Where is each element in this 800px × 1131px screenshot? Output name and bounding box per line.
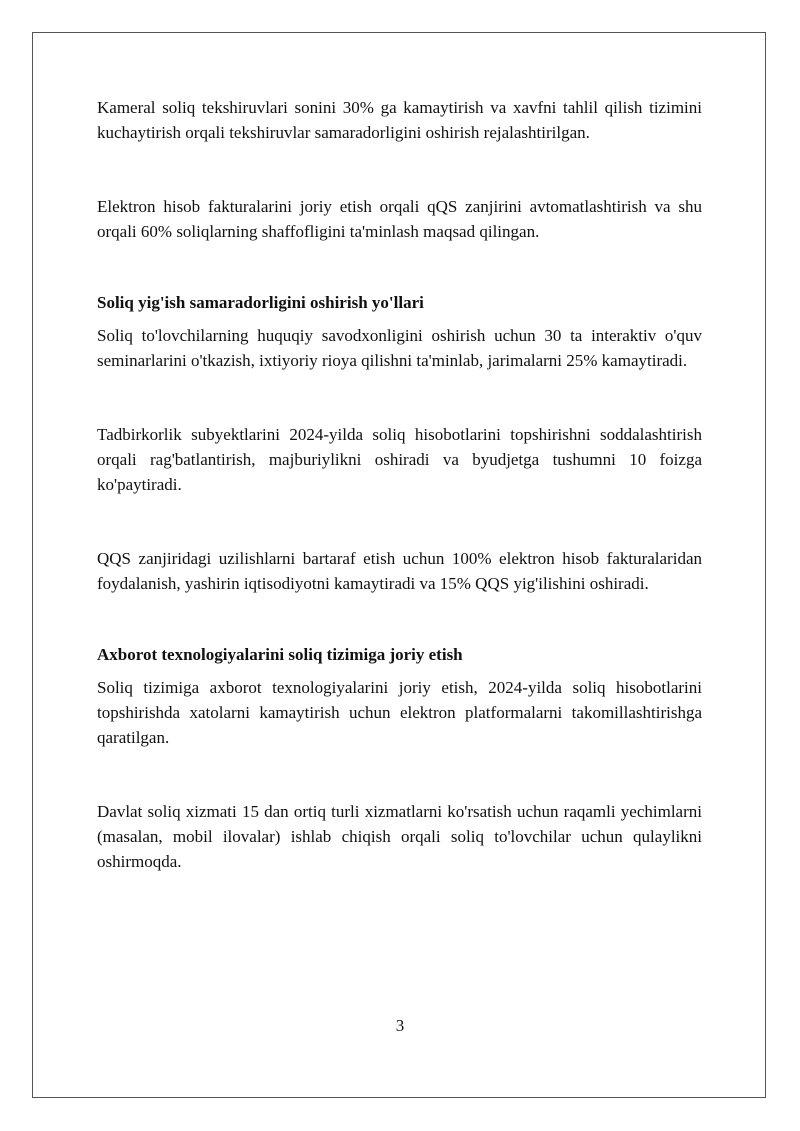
document-body [97, 95, 702, 874]
heading-tax-collection: Soliq yig'ish samaradorligini oshirish yo'llari [97, 293, 424, 312]
paragraph-it-platforms: Soliq tizimiga axborot texnologiyalarini joriy etish, 2024-yilda soliq hisobotlarini topshirishda xatolarni kamaytirish uchun elektron platformalarni takomillashtirishga qaratilgan. [97, 678, 702, 747]
paragraph-business-reporting: Tadbirkorlik subyektlarini 2024-yilda soliq hisobotlarini topshirishni soddalashtirish orqali rag'batlantirish, majburiylikni oshiradi va byudjetga tushumni 10 foizga ko'paytiradi. [97, 425, 702, 494]
paragraph-legal-literacy: Soliq to'lovchilarning huquqiy savodxonligini oshirish uchun 30 ta interaktiv o'quv seminarlarini o'tkazish, ixtiyoriy rioya qilishni ta'minlab, jarimalarni 25% kamaytiradi. [97, 326, 702, 370]
paragraph-vat-chain: QQS zanjiridagi uzilishlarni bartaraf etish uchun 100% elektron hisob fakturalaridan foydalanish, yashirin iqtisodiyotni kamaytiradi va 15% QQS yig'ilishini oshiradi. [97, 549, 702, 593]
heading-it-adoption: Axborot texnologiyalarini soliq tizimiga joriy etish [97, 645, 463, 664]
paragraph-e-invoices: Elektron hisob fakturalarini joriy etish orqali qQS zanjirini avtomatlashtirish va shu orqali 60% soliqlarning shaffofligini ta'minlash maqsad qilingan. [97, 197, 702, 241]
paragraph-camera-audits: Kameral soliq tekshiruvlari sonini 30% ga kamaytirish va xavfni tahlil qilish tizimini kuchaytirish orqali tekshiruvlar samaradorligini oshirish rejalashtirilgan. [97, 98, 702, 142]
paragraph-digital-services: Davlat soliq xizmati 15 dan ortiq turli xizmatlarni ko'rsatish uchun raqamli yechimlarni (masalan, mobil ilovalar) ishlab chiqish orqali soliq to'lovchilar uchun qulaylikni oshirmoqda. [97, 802, 702, 871]
page-number: 3 [395, 1016, 405, 1035]
